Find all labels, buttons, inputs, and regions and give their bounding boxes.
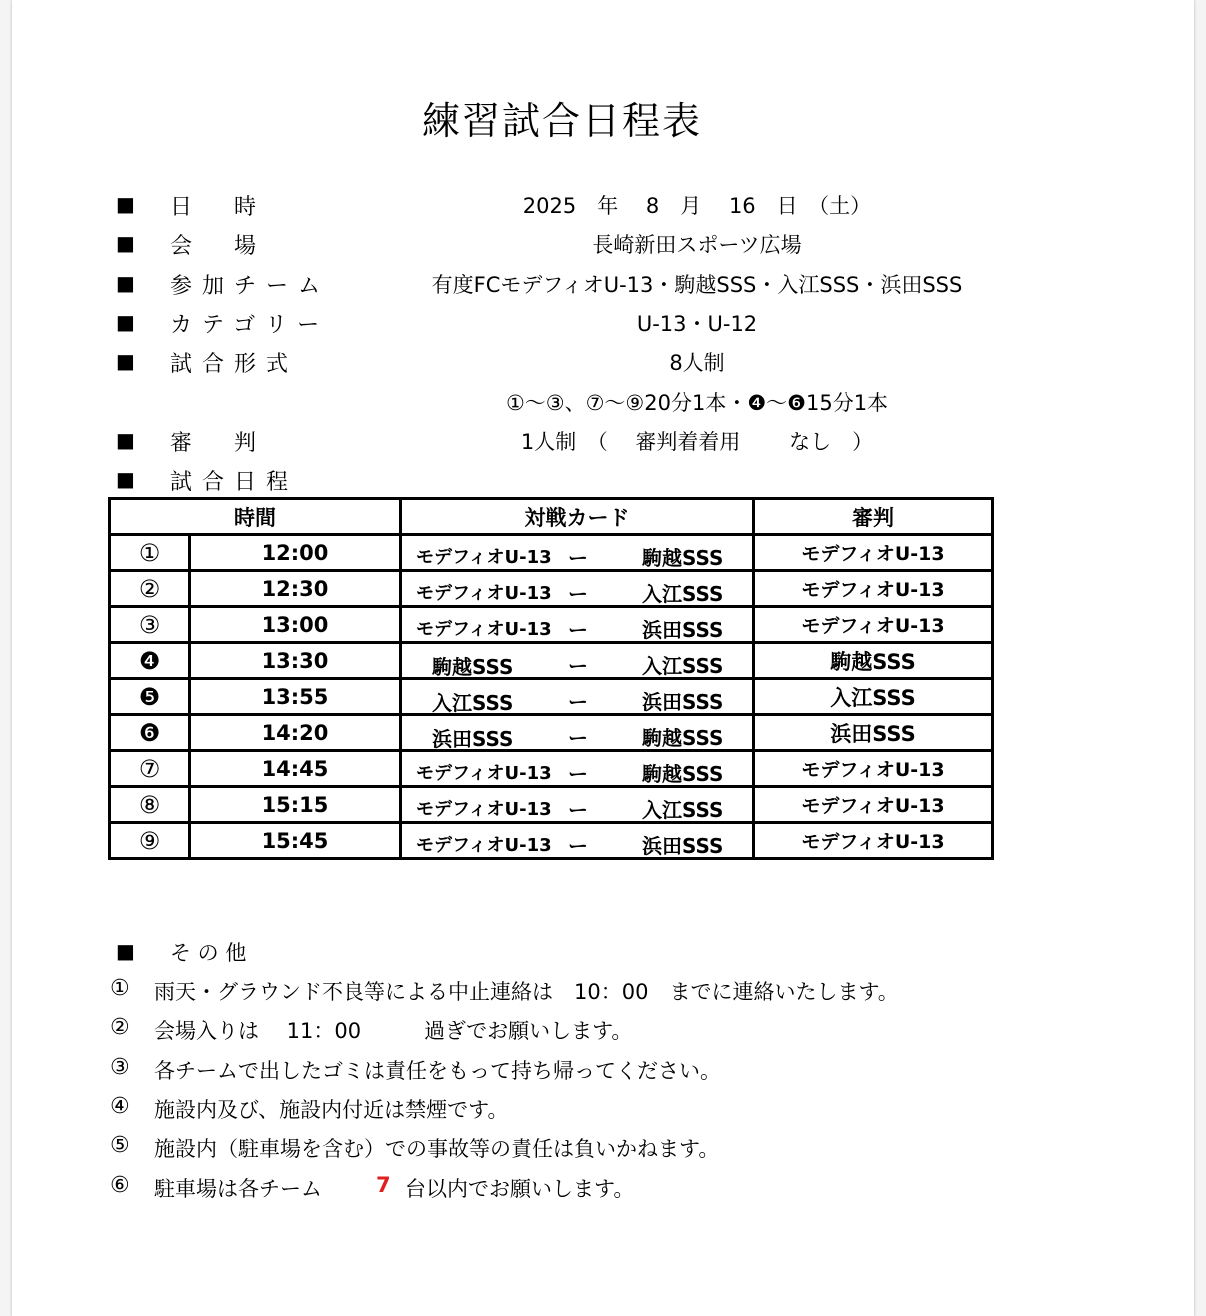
info-label: 試合日程 xyxy=(170,470,299,495)
versus-dash: ー xyxy=(568,834,588,858)
away-team: 駒越SSS xyxy=(642,726,724,750)
item-text-before: 駐車場は各チーム xyxy=(154,1177,322,1201)
match-time: 14:45 xyxy=(190,751,401,787)
info-row-schedule xyxy=(12,465,1112,495)
versus-dash: ー xyxy=(568,798,588,822)
away-team: 駒越SSS xyxy=(642,546,724,570)
info-label: 試合形式 xyxy=(170,352,299,377)
match-referee: 浜田SSS xyxy=(754,715,993,751)
away-team: 浜田SSS xyxy=(642,618,724,642)
info-row-format-detail xyxy=(12,387,1112,417)
match-card xyxy=(401,679,754,715)
match-card xyxy=(401,751,754,787)
match-number: ③ xyxy=(110,607,190,643)
home-team: 駒越SSS xyxy=(432,655,514,679)
item-number: ⑤ xyxy=(110,1133,130,1158)
home-team: モデフィオU-13 xyxy=(416,799,552,820)
match-number: ❹ xyxy=(110,643,190,679)
square-bullet-icon: ■ xyxy=(116,467,135,491)
match-number: ❻ xyxy=(110,715,190,751)
item-number: ⑥ xyxy=(110,1173,130,1198)
list-item xyxy=(12,1015,1112,1045)
square-bullet-icon: ■ xyxy=(116,310,135,334)
item-text-after: 台以内でお願いします。 xyxy=(405,1177,635,1201)
versus-dash: ー xyxy=(568,618,588,642)
table-row xyxy=(110,607,993,643)
home-team: モデフィオU-13 xyxy=(416,547,552,568)
table-row xyxy=(110,679,993,715)
away-team: 駒越SSS xyxy=(642,762,724,786)
table-row xyxy=(110,643,993,679)
list-item xyxy=(12,1173,1112,1203)
info-row-format xyxy=(12,347,1112,377)
match-time: 14:20 xyxy=(190,715,401,751)
info-label: 会 場 xyxy=(170,234,267,259)
document-title: 練習試合日程表 xyxy=(421,99,702,143)
away-team: 入江SSS xyxy=(642,582,724,606)
versus-dash: ー xyxy=(568,690,588,714)
info-label: 日 時 xyxy=(170,195,267,220)
match-time: 12:30 xyxy=(190,571,401,607)
versus-dash: ー xyxy=(568,582,588,606)
match-time: 13:30 xyxy=(190,643,401,679)
versus-dash: ー xyxy=(568,546,588,570)
item-number: ④ xyxy=(110,1094,130,1119)
match-referee: モデフィオU-13 xyxy=(754,787,993,823)
item-text: 会場入りは 11：00 過ぎでお願いします。 xyxy=(154,1019,633,1043)
match-number: ⑨ xyxy=(110,823,190,859)
table-row xyxy=(110,571,993,607)
other-heading-row xyxy=(12,937,1112,967)
info-label: 審 判 xyxy=(170,431,267,456)
list-item xyxy=(12,1055,1112,1085)
table-row xyxy=(110,823,993,859)
match-referee: モデフィオU-13 xyxy=(754,571,993,607)
other-heading: そ の 他 xyxy=(170,941,247,965)
info-label: カテゴリー xyxy=(170,313,330,338)
item-number: ① xyxy=(110,976,130,1001)
match-referee: モデフィオU-13 xyxy=(754,535,993,571)
match-time: 13:55 xyxy=(190,679,401,715)
match-card xyxy=(401,607,754,643)
info-row-category xyxy=(12,308,1112,338)
info-value: 8人制 xyxy=(669,351,725,375)
versus-dash: ー xyxy=(568,654,588,678)
match-card xyxy=(401,715,754,751)
info-label: 参加チーム xyxy=(170,274,331,299)
match-number: ❺ xyxy=(110,679,190,715)
parking-count: 7 xyxy=(376,1173,391,1197)
square-bullet-icon: ■ xyxy=(116,939,135,963)
table-row xyxy=(110,787,993,823)
header-referee: 審判 xyxy=(754,499,993,535)
info-row-teams xyxy=(12,269,1112,299)
info-value: 有度FCモデフィオU-13・駒越SSS・入江SSS・浜田SSS xyxy=(431,273,963,297)
square-bullet-icon: ■ xyxy=(116,428,135,452)
home-team: モデフィオU-13 xyxy=(416,763,552,784)
info-row-datetime xyxy=(12,190,1112,220)
match-referee: モデフィオU-13 xyxy=(754,607,993,643)
header-match: 対戦カード xyxy=(401,499,754,535)
info-value: 長崎新田スポーツ広場 xyxy=(592,233,802,257)
match-card xyxy=(401,787,754,823)
item-number: ② xyxy=(110,1015,130,1040)
table-row xyxy=(110,715,993,751)
match-card xyxy=(401,571,754,607)
versus-dash: ー xyxy=(568,762,588,786)
home-team: モデフィオU-13 xyxy=(416,835,552,856)
item-text: 各チームで出したゴミは責任をもって持ち帰ってください。 xyxy=(154,1059,721,1083)
list-item xyxy=(12,976,1112,1006)
square-bullet-icon: ■ xyxy=(116,349,135,373)
versus-dash: ー xyxy=(568,726,588,750)
info-row-venue xyxy=(12,229,1112,259)
match-card xyxy=(401,643,754,679)
info-value: 2025 年 8 月 16 日 （土） xyxy=(522,194,872,218)
match-number: ⑦ xyxy=(110,751,190,787)
match-time: 15:15 xyxy=(190,787,401,823)
match-number: ⑧ xyxy=(110,787,190,823)
item-number: ③ xyxy=(110,1055,130,1080)
match-card xyxy=(401,823,754,859)
match-referee: モデフィオU-13 xyxy=(754,823,993,859)
info-value: ①〜③、⑦〜⑨20分1本・❹〜❻15分1本 xyxy=(505,391,889,415)
schedule-table xyxy=(108,497,994,860)
away-team: 浜田SSS xyxy=(642,834,724,858)
match-referee: モデフィオU-13 xyxy=(754,751,993,787)
match-card xyxy=(401,535,754,571)
square-bullet-icon: ■ xyxy=(116,192,135,216)
square-bullet-icon: ■ xyxy=(116,271,135,295)
table-row xyxy=(110,535,993,571)
home-team: 入江SSS xyxy=(432,691,514,715)
item-text: 施設内及び、施設内付近は禁煙です。 xyxy=(154,1098,509,1122)
home-team: モデフィオU-13 xyxy=(416,619,552,640)
away-team: 入江SSS xyxy=(642,654,724,678)
home-team: モデフィオU-13 xyxy=(416,583,552,604)
table-header-row xyxy=(110,499,993,535)
match-number: ② xyxy=(110,571,190,607)
match-referee: 入江SSS xyxy=(754,679,993,715)
match-time: 15:45 xyxy=(190,823,401,859)
match-referee: 駒越SSS xyxy=(754,643,993,679)
list-item xyxy=(12,1094,1112,1124)
list-item xyxy=(12,1133,1112,1163)
header-time: 時間 xyxy=(110,499,401,535)
match-time: 12:00 xyxy=(190,535,401,571)
document-page xyxy=(12,0,1194,1316)
away-team: 浜田SSS xyxy=(642,690,724,714)
item-text: 施設内（駐車場を含む）での事故等の責任は負いかねます。 xyxy=(154,1137,720,1161)
home-team: 浜田SSS xyxy=(432,727,514,751)
info-value: U-13・U-12 xyxy=(636,312,758,336)
away-team: 入江SSS xyxy=(642,798,724,822)
info-value: 1人制 （ 審判着着用 なし ） xyxy=(520,430,874,454)
match-time: 13:00 xyxy=(190,607,401,643)
square-bullet-icon: ■ xyxy=(116,231,135,255)
match-number: ① xyxy=(110,535,190,571)
table-row xyxy=(110,751,993,787)
info-row-referee xyxy=(12,426,1112,456)
item-text: 雨天・グラウンド不良等による中止連絡は 10：00 までに連絡いたします。 xyxy=(154,980,899,1004)
